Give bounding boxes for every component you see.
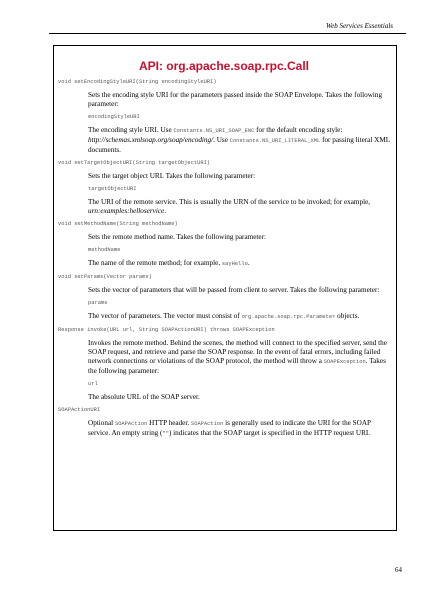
description-text: Sets the target object URI. Takes the following parameter: [88,172,256,180]
description-text: Invokes the remote method. Behind the scenes, the method will connect to the specified server, send the SOAP request, and retrieve and parse the SOAP response. In the event of fatal errors, including failed network connections or violations of the SOAP protocol, the method will throw a SOAPException. Takes the following parameter: [88,339,387,375]
parameter-description: The name of the remote method; for example, sayHello. [88,259,250,267]
method-signature: void setEncodingStyleURI(String encodingStyleURI) [58,79,217,85]
parameter-name: params [88,300,108,306]
method-signature: void setTargetObjectURI(String targetObjectURI) [58,160,211,166]
parameter-name: url [88,381,98,387]
parameter-signature: SOAPActionURI [58,407,101,413]
parameter-description: The vector of parameters. The vector must consist of org.apache.soap.rpc.Parameter objects. [88,312,360,320]
description-text: Sets the remote method name. Takes the following parameter: [88,233,266,241]
method-signature: void setMethodName(String methodName) [58,221,178,227]
description-text: Sets the vector of parameters that will be passed from client to server. Takes the following parameter: [88,286,380,294]
api-box [53,45,397,531]
running-head: Web Services Essentials [325,22,393,30]
method-signature: Response invoke(URL url, String SOAPActionURI) throws SOAPException [58,327,275,333]
method-description [88,172,390,216]
page-number: 64 [395,566,402,574]
parameter-name: encodingStyleURI [88,114,140,120]
parameter-description: The absolute URL of the SOAP server. [88,393,200,401]
parameter-name: methodName [88,247,121,253]
method-description [88,286,390,322]
method-signature: void setParams(Vector params) [58,274,152,280]
parameter-description: Optional SOAPAction HTTP header. SOAPAction is generally used to indicate the URI for the SOAP service. An empty string ("") indicates that the SOAP target is specified in the HTTP request URI. [88,419,371,437]
method-description [88,339,390,402]
parameter-name: targetObjectURI [88,186,137,192]
page-title: API: org.apache.soap.rpc.Call [138,59,310,73]
header-rule [49,33,406,34]
parameter-block [88,419,390,439]
method-description [88,233,390,269]
parameter-description: The encoding style URI. Use Constants.NS_URI_SOAP_ENC for the default encoding style: http://schemas.xmlsoap.org/soap/encoding/. Use Constants.NS_URI_LITERAL_XML for passing literal XML documents. [88,126,390,154]
parameter-description: The URI of the remote service. This is usually the URN of the service to be invoked; for example, urn:examples:helloservice. [88,198,371,215]
description-text: Sets the encoding style URI for the parameters passed inside the SOAP Envelope. Takes the following parameter: [88,91,383,108]
method-description [88,91,390,155]
